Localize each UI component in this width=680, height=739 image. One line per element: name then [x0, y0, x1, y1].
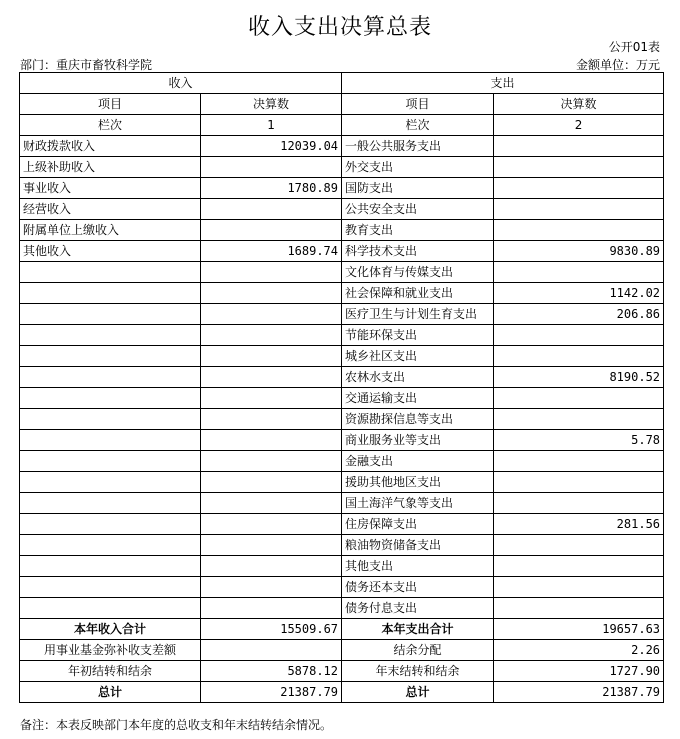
income-amount-cell — [201, 598, 342, 619]
expense-amount-cell — [494, 220, 664, 241]
income-amount-cell: 1780.89 — [201, 178, 342, 199]
column-header-row — [20, 94, 664, 115]
summary-expense-amount: 19657.63 — [494, 619, 664, 640]
expense-item-cell: 债务还本支出 — [342, 577, 494, 598]
summary-expense-amount: 2.26 — [494, 640, 664, 661]
expense-amount-cell: 5.78 — [494, 430, 664, 451]
expense-amount-cell — [494, 388, 664, 409]
expense-item-cell: 社会保障和就业支出 — [342, 283, 494, 304]
income-section-header: 收入 — [20, 73, 342, 94]
table-row — [20, 241, 664, 262]
summary-row — [20, 619, 664, 640]
summary-income-label: 总计 — [20, 682, 201, 703]
table-row — [20, 304, 664, 325]
expense-item-cell: 医疗卫生与计划生育支出 — [342, 304, 494, 325]
income-item-cell — [20, 388, 201, 409]
income-item-cell — [20, 514, 201, 535]
expense-amount-cell — [494, 472, 664, 493]
table-row — [20, 325, 664, 346]
income-item-cell — [20, 493, 201, 514]
expense-index-label: 栏次 — [342, 115, 494, 136]
summary-income-label: 年初结转和结余 — [20, 661, 201, 682]
expense-section-header: 支出 — [342, 73, 664, 94]
expense-item-cell: 其他支出 — [342, 556, 494, 577]
expense-amount-cell — [494, 598, 664, 619]
expense-index-value: 2 — [494, 115, 664, 136]
expense-amount-cell: 281.56 — [494, 514, 664, 535]
summary-income-label: 用事业基金弥补收支差额 — [20, 640, 201, 661]
income-item-cell: 经营收入 — [20, 199, 201, 220]
summary-expense-label: 结余分配 — [342, 640, 494, 661]
expense-item-cell: 公共安全支出 — [342, 199, 494, 220]
income-amount-cell — [201, 388, 342, 409]
income-amount-cell: 1689.74 — [201, 241, 342, 262]
income-item-cell: 上级补助收入 — [20, 157, 201, 178]
income-item-cell — [20, 409, 201, 430]
expense-amount-cell — [494, 199, 664, 220]
table-row — [20, 535, 664, 556]
table-row — [20, 199, 664, 220]
table-row — [20, 577, 664, 598]
table-row — [20, 220, 664, 241]
table-row — [20, 346, 664, 367]
income-item-cell — [20, 577, 201, 598]
income-amount-cell — [201, 409, 342, 430]
summary-income-amount — [201, 640, 342, 661]
expense-item-cell: 交通运输支出 — [342, 388, 494, 409]
summary-income-amount: 21387.79 — [201, 682, 342, 703]
table-row — [20, 514, 664, 535]
table-row — [20, 409, 664, 430]
expense-item-cell: 资源勘探信息等支出 — [342, 409, 494, 430]
income-item-cell — [20, 304, 201, 325]
income-amount-cell — [201, 430, 342, 451]
income-amount-cell — [201, 451, 342, 472]
summary-expense-amount: 1727.90 — [494, 661, 664, 682]
footnote: 备注：本表反映部门本年度的总收支和年末结转结余情况。 — [20, 718, 333, 732]
income-item-cell — [20, 535, 201, 556]
income-item-cell — [20, 262, 201, 283]
expense-item-cell: 节能环保支出 — [342, 325, 494, 346]
income-amount-cell — [201, 346, 342, 367]
income-item-cell: 附属单位上缴收入 — [20, 220, 201, 241]
table-row — [20, 472, 664, 493]
income-amount-cell — [201, 304, 342, 325]
expense-item-cell: 金融支出 — [342, 451, 494, 472]
table-row — [20, 493, 664, 514]
income-amount-cell — [201, 556, 342, 577]
summary-income-amount: 15509.67 — [201, 619, 342, 640]
expense-item-cell: 教育支出 — [342, 220, 494, 241]
income-amount-cell — [201, 493, 342, 514]
income-item-cell: 其他收入 — [20, 241, 201, 262]
income-item-cell — [20, 556, 201, 577]
expense-item-cell: 文化体育与传媒支出 — [342, 262, 494, 283]
income-item-cell — [20, 430, 201, 451]
expense-amount-cell — [494, 178, 664, 199]
table-row — [20, 157, 664, 178]
income-item-cell — [20, 451, 201, 472]
expense-amount-cell — [494, 409, 664, 430]
income-item-cell: 财政拨款收入 — [20, 136, 201, 157]
income-amount-cell — [201, 199, 342, 220]
income-amount-cell — [201, 577, 342, 598]
income-amount-cell — [201, 514, 342, 535]
expense-item-cell: 城乡社区支出 — [342, 346, 494, 367]
expense-item-cell: 国防支出 — [342, 178, 494, 199]
income-item-cell — [20, 472, 201, 493]
income-amount-cell — [201, 283, 342, 304]
expense-amount-cell — [494, 535, 664, 556]
expense-item-cell: 粮油物资储备支出 — [342, 535, 494, 556]
summary-expense-amount: 21387.79 — [494, 682, 664, 703]
expense-amount-cell: 1142.02 — [494, 283, 664, 304]
expense-item-cell: 一般公共服务支出 — [342, 136, 494, 157]
expense-amount-cell — [494, 493, 664, 514]
table-row — [20, 430, 664, 451]
income-item-cell — [20, 325, 201, 346]
table-row — [20, 388, 664, 409]
income-item-cell — [20, 346, 201, 367]
department-label: 部门：重庆市畜牧科学院 — [20, 58, 153, 72]
table-row — [20, 136, 664, 157]
table-row — [20, 367, 664, 388]
expense-amount-cell: 206.86 — [494, 304, 664, 325]
expense-amount-cell: 8190.52 — [494, 367, 664, 388]
income-amount-cell — [201, 472, 342, 493]
income-item-column-header: 项目 — [20, 94, 201, 115]
expense-item-cell: 科学技术支出 — [342, 241, 494, 262]
expense-amount-cell: 9830.89 — [494, 241, 664, 262]
expense-amount-cell — [494, 451, 664, 472]
expense-amount-cell — [494, 262, 664, 283]
income-index-value: 1 — [201, 115, 342, 136]
expense-amount-cell — [494, 325, 664, 346]
section-header-row — [20, 73, 664, 94]
income-item-cell: 事业收入 — [20, 178, 201, 199]
summary-expense-label: 年末结转和结余 — [342, 661, 494, 682]
income-amount-cell — [201, 535, 342, 556]
expense-amount-cell — [494, 157, 664, 178]
amount-unit-label: 金额单位：万元 — [575, 58, 660, 72]
summary-row — [20, 640, 664, 661]
summary-income-amount: 5878.12 — [201, 661, 342, 682]
table-row — [20, 598, 664, 619]
index-row — [20, 115, 664, 136]
income-item-cell — [20, 367, 201, 388]
expense-item-cell: 农林水支出 — [342, 367, 494, 388]
page-title: 收入支出决算总表 — [247, 15, 432, 40]
income-amount-cell: 12039.04 — [201, 136, 342, 157]
expense-item-cell: 外交支出 — [342, 157, 494, 178]
income-amount-cell — [201, 157, 342, 178]
expense-amount-cell — [494, 346, 664, 367]
table-row — [20, 283, 664, 304]
expense-item-cell: 住房保障支出 — [342, 514, 494, 535]
expense-item-cell: 国土海洋气象等支出 — [342, 493, 494, 514]
income-item-cell — [20, 283, 201, 304]
income-expense-table — [19, 72, 664, 703]
income-amount-cell — [201, 325, 342, 346]
expense-amount-column-header: 决算数 — [494, 94, 664, 115]
expense-item-cell: 商业服务业等支出 — [342, 430, 494, 451]
table-row — [20, 556, 664, 577]
table-row — [20, 451, 664, 472]
summary-income-label: 本年收入合计 — [20, 619, 201, 640]
expense-item-cell: 债务付息支出 — [342, 598, 494, 619]
summary-row — [20, 661, 664, 682]
expense-amount-cell — [494, 136, 664, 157]
table-row — [20, 178, 664, 199]
expense-item-column-header: 项目 — [342, 94, 494, 115]
expense-amount-cell — [494, 556, 664, 577]
summary-expense-label: 总计 — [342, 682, 494, 703]
income-amount-cell — [201, 220, 342, 241]
table-row — [20, 262, 664, 283]
summary-row — [20, 682, 664, 703]
income-amount-column-header: 决算数 — [201, 94, 342, 115]
expense-amount-cell — [494, 577, 664, 598]
income-item-cell — [20, 598, 201, 619]
form-code: 公开01表 — [608, 40, 660, 54]
expense-item-cell: 援助其他地区支出 — [342, 472, 494, 493]
income-amount-cell — [201, 262, 342, 283]
income-amount-cell — [201, 367, 342, 388]
income-index-label: 栏次 — [20, 115, 201, 136]
summary-expense-label: 本年支出合计 — [342, 619, 494, 640]
